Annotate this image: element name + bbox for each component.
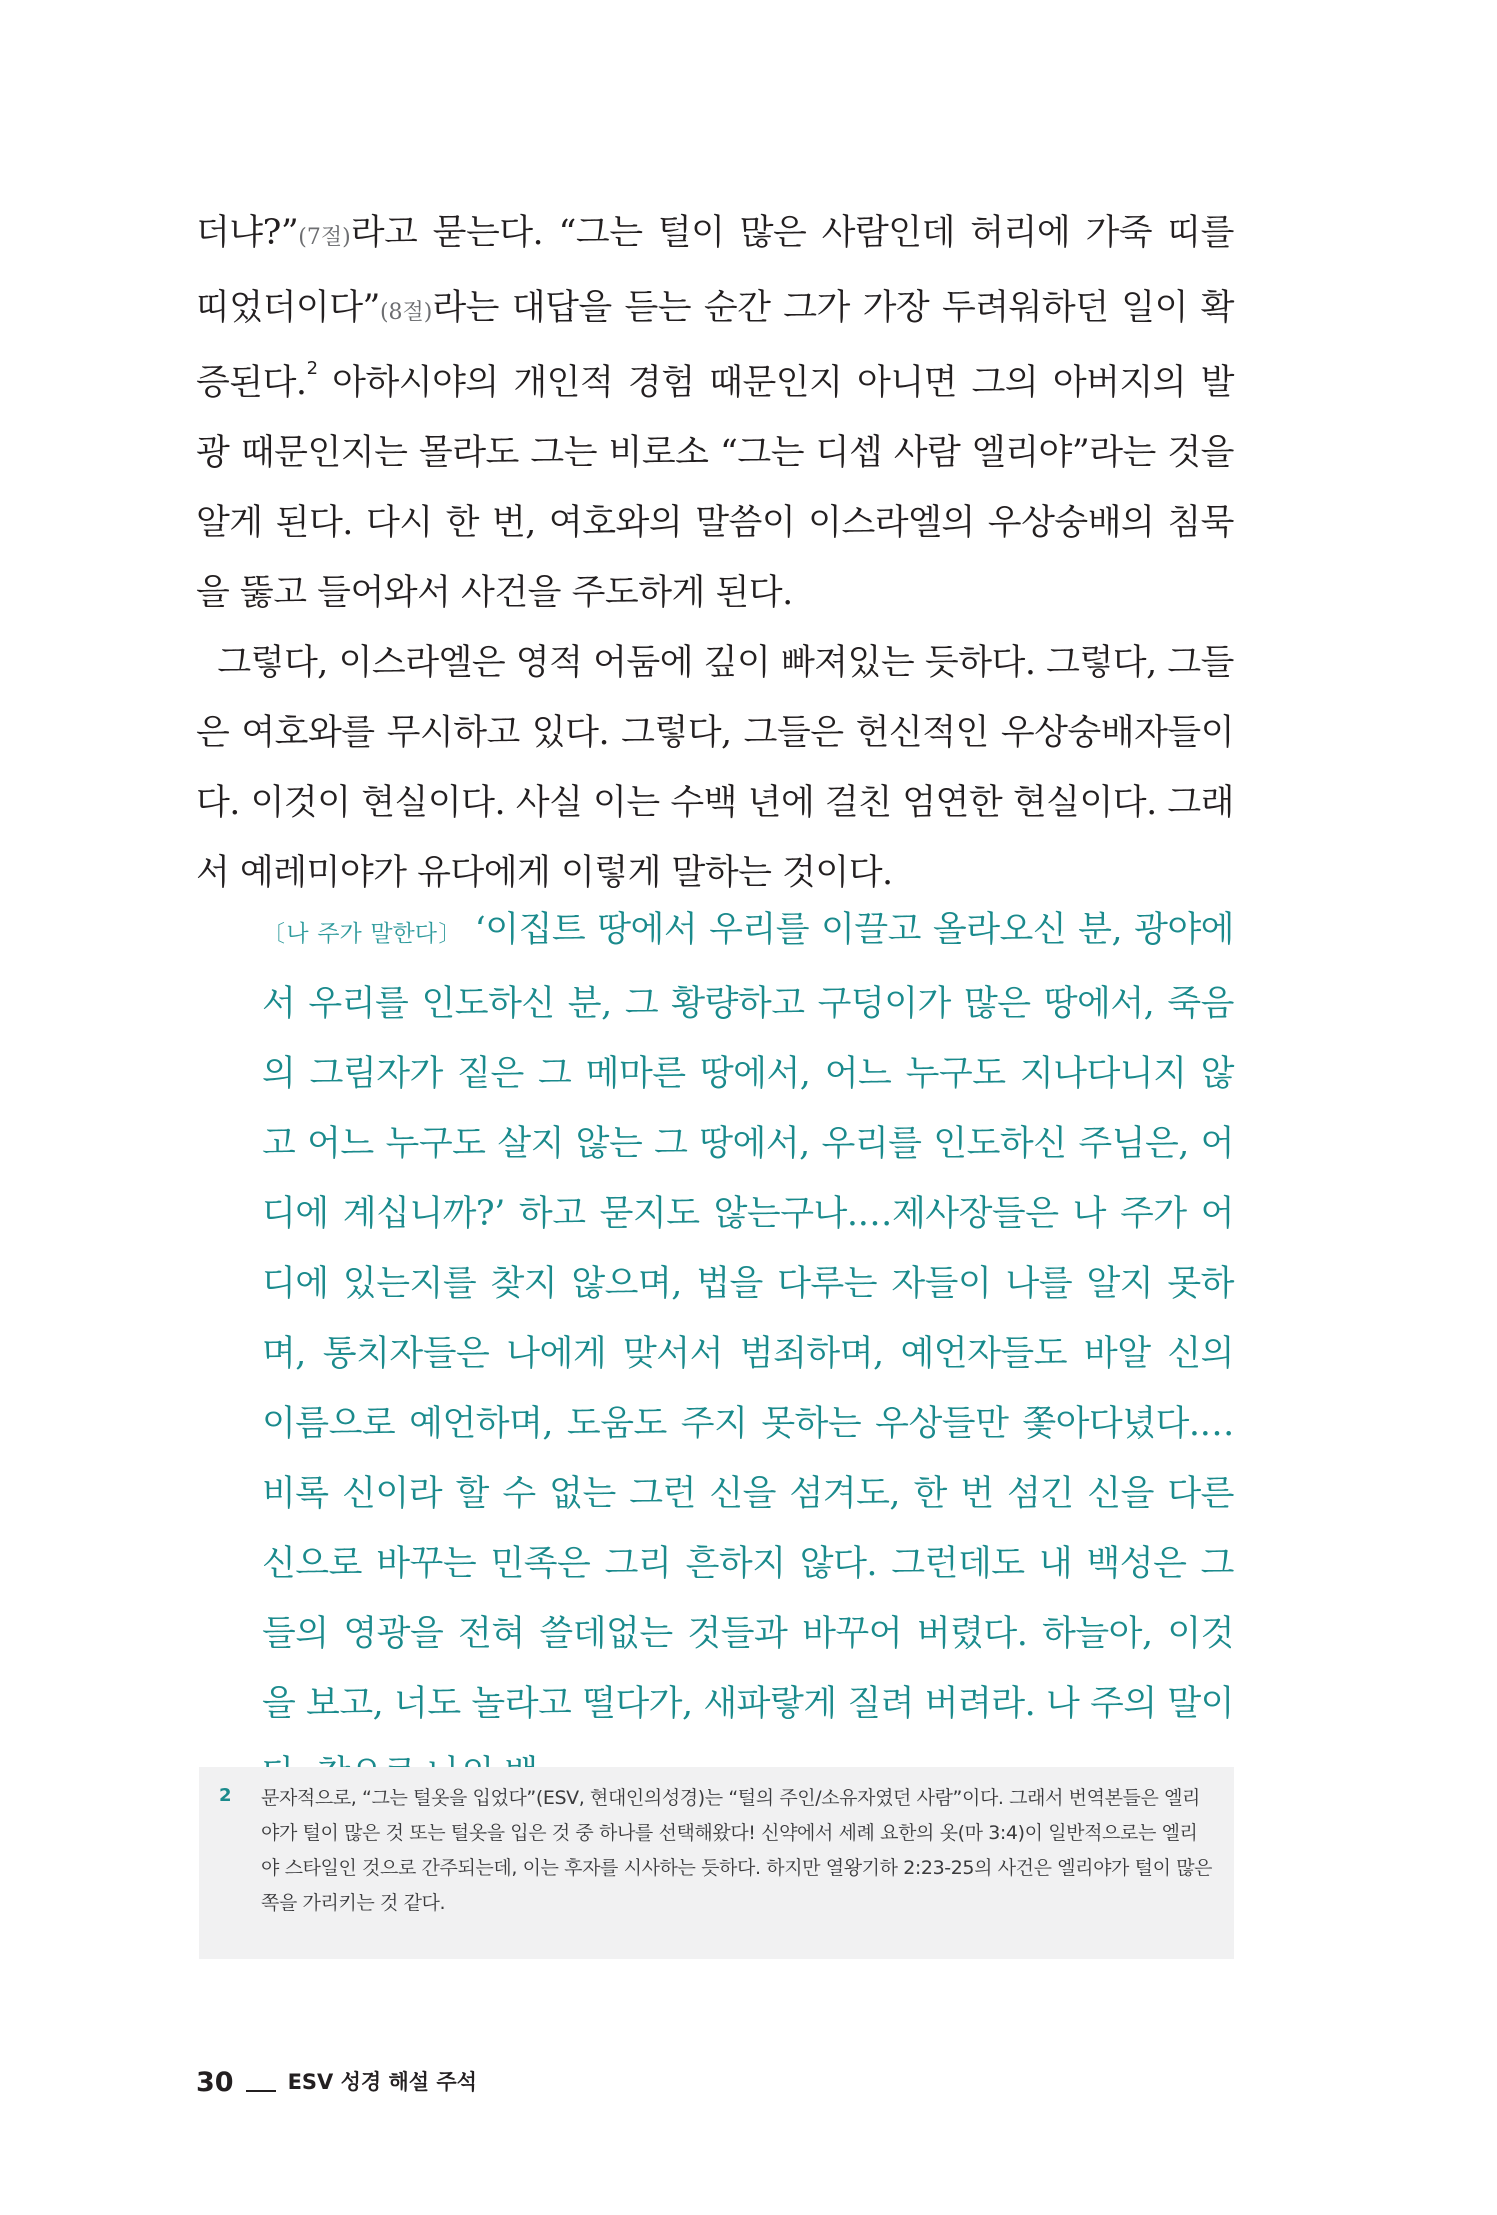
footer-rule xyxy=(246,2090,276,2092)
body-text-segment: 아하시야의 개인적 경험 때문인지 아니면 그의 아버지의 발광 때문인지는 몰라도 그는 비로소 “그는 디셉 사람 엘리야”라는 것을 알게 된다. 다시 한 번, 여호와의 말씀이 이스라엘의 우상숭배의 침묵을 뚫고 들어와서 사건을 주도하게 된다. xyxy=(196,363,1234,613)
page-number: 30 xyxy=(196,2067,234,2098)
body-text-segment: 더냐?” xyxy=(196,213,299,253)
scripture-quote xyxy=(262,895,1234,1809)
footnote-marker[interactable]: 2 xyxy=(306,358,318,379)
book-title: ESV 성경 해설 주석 xyxy=(287,2070,477,2094)
footnote-text: 문자적으로, “그는 털옷을 입었다”(ESV, 현대인의성경)는 “털의 주인/소유자였던 사람”이다. 그래서 번역본들은 엘리야가 털이 많은 것 또는 털옷을 입은 것 중 하나를 선택해왔다! 신약에서 세례 요한의 옷(마 3:4)이 일반적으로는 엘리야 스타일인 것으로 간주되는데, 이는 후자를 시사하는 듯하다. 하지만 열왕기하 2:23-25의 사건은 엘리야가 털이 많은 쪽을 가리키는 것 같다. xyxy=(261,1787,1213,1914)
body-text-segment: 라고 묻는다. “그는 털이 많은 사람인데 허리에 가죽 띠를 띠었더이다” xyxy=(196,213,1234,328)
page-footer xyxy=(196,2066,477,2098)
body-text-segment: 라는 대답을 듣는 순간 그가 가장 두려워하던 일이 확증된다. xyxy=(196,288,1234,403)
footnote-box xyxy=(199,1767,1234,1959)
quote-speaker: 〔나 주가 말한다〕 xyxy=(262,921,463,947)
verse-reference-8: (8절) xyxy=(379,300,433,325)
body-paragraph-2 xyxy=(196,643,1234,893)
footnote-number: 2 xyxy=(219,1785,232,1806)
verse-reference-7: (7절) xyxy=(298,225,351,250)
body-paragraph-1 xyxy=(196,198,1234,908)
body-text-segment: 그렇다, 이스라엘은 영적 어둠에 깊이 빠져있는 듯하다. 그렇다, 그들은 여호와를 무시하고 있다. 그렇다, 그들은 헌신적인 우상숭배자들이다. 이것이 현실이다. 사실 이는 수백 년에 걸친 엄연한 현실이다. 그래서 예레미야가 유다에게 이렇게 말하는 것이다. xyxy=(196,643,1234,893)
quote-text: ‘이집트 땅에서 우리를 이끌고 올라오신 분, 광야에서 우리를 인도하신 분, 그 황량하고 구덩이가 많은 땅에서, 죽음의 그림자가 짙은 그 메마른 땅에서, 어느 누구도 지나다니지 않고 어느 누구도 살지 않는 그 땅에서, 우리를 인도하신 주님은, 어디에 계십니까?’ 하고 묻지도 않는구나.…제사장들은 나 주가 어디에 있는지를 찾지 않으며, 법을 다루는 자들이 나를 알지 못하며, 통치자들은 나에게 맞서서 범죄하며, 예언자들도 바알 신의 이름으로 예언하며, 도움도 주지 못하는 우상들만 쫓아다녔다.…비록 신이라 할 수 없는 그런 신을 섬겨도, 한 번 섬긴 신을 다른 신으로 바꾸는 민족은 그리 흔하지 않다. 그런데도 내 백성은 그들의 영광을 전혀 쓸데없는 것들과 바꾸어 버렸다. 하늘아, 이것을 보고, 너도 놀라고 떨다가, 새파랗게 질려 버려라. 나 주의 말이 xyxy=(262,910,1234,1724)
